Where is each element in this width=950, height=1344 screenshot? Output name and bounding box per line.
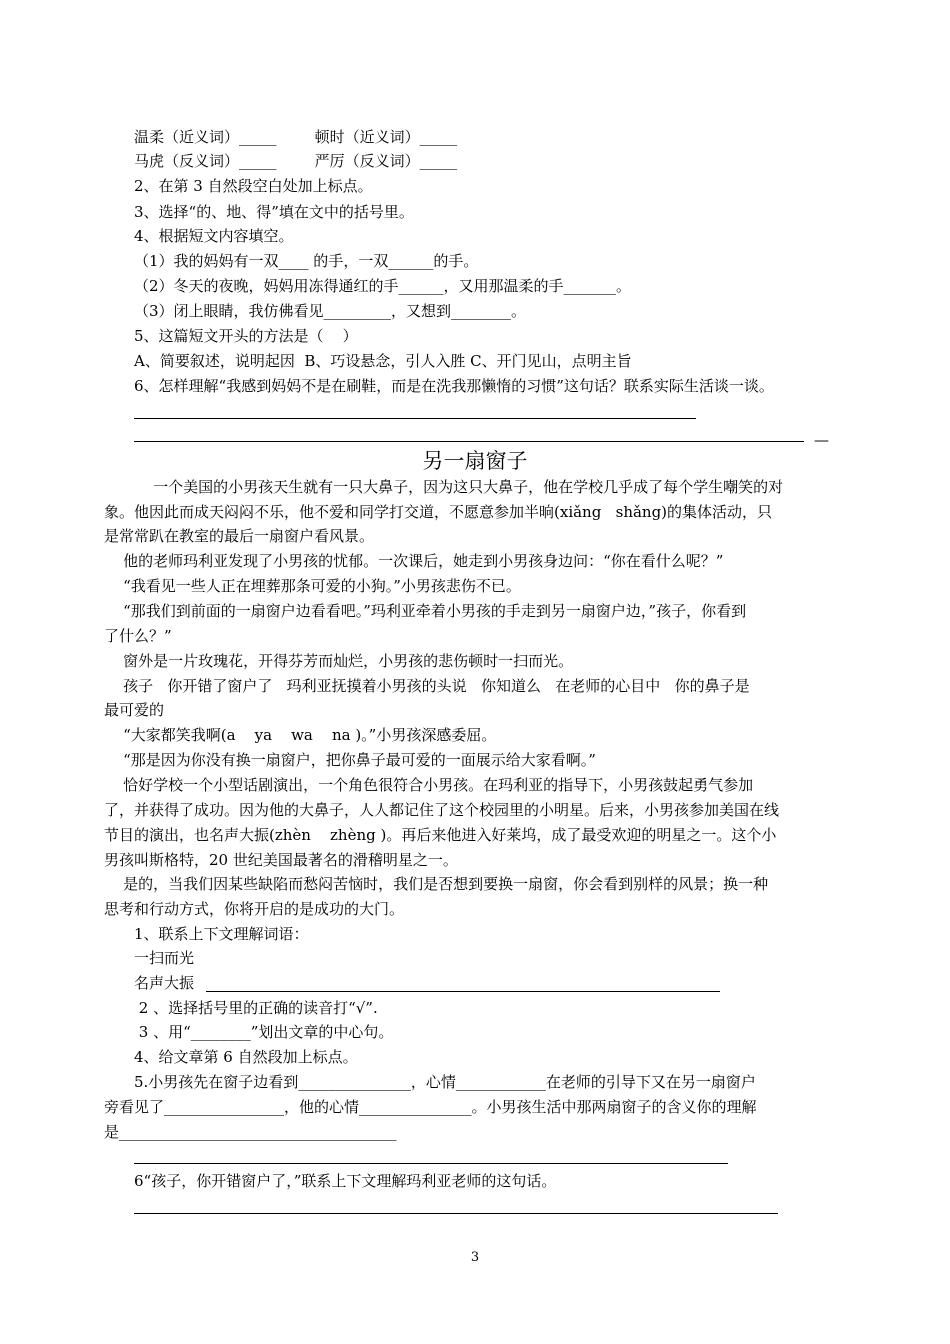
dash-mark: — (814, 431, 829, 449)
question-5-options: A、简要叙述，说明起因 B、巧设悬念，引人入胜 C、开门见山，点明主旨 (134, 352, 632, 370)
vocab-word-2: 名声大振 (134, 974, 195, 992)
article-title: 另一扇窗子 (422, 449, 528, 473)
article-line: “我看见一些人正在埋葬那条可爱的小狗。”小男孩悲伤不已。 (104, 577, 521, 595)
article-line: 孩子 你开错了窗户了 玛利亚抚摸着小男孩的头说 你知道么 在老师的心目中 你的鼻子是 (104, 677, 750, 695)
vocab-line-2: 马虎（反义词）_____ 严厉（反义词）_____ (134, 152, 458, 170)
answer-line (206, 991, 720, 992)
question-6-text: 6、怎样理解“我感到妈妈不是在刷鞋，而是在洗我那懒惰的习惯”这句话？联系实际生活谈一谈。 (134, 377, 774, 395)
article-line: 男孩叫斯格特，20 世纪美国最著名的滑稽明星之一。 (104, 851, 458, 869)
article-line: 象。他因此而成天闷闷不乐，他不爱和同学打交道，不愿意参加半晌(xiǎng shǎng)的集体活动，只 (104, 503, 773, 521)
article-line: 他的老师玛利亚发现了小男孩的忧郁。一次课后，她走到小男孩身边问：“你在看什么呢？” (104, 552, 724, 570)
question-5-line-2: 旁看见了________________，他的心情_______________。小男孩生活中那两扇窗子的含义你的理解 (104, 1098, 757, 1116)
question-2-text: 2 、选择括号里的正确的读音打“√”. (134, 999, 378, 1017)
question-4-1-text: （1）我的妈妈有一双____ 的手，一双______的手。 (134, 252, 479, 270)
article-line: 了什么？” (104, 627, 172, 645)
article-line: 窗外是一片玫瑰花，开得芬芳而灿烂，小男孩的悲伤顿时一扫而光。 (104, 652, 574, 670)
answer-line (134, 441, 804, 442)
question-2-text: 2、在第 3 自然段空白处加上标点。 (134, 177, 373, 195)
article-line: 节目的演出，也名声大振(zhèn zhèng )。再后来他进入好莱坞，成了最受欢迎的明星之一。这个小 (104, 826, 777, 844)
question-6-text: 6“孩子，你开错窗户了，”联系上下文理解玛利亚老师的这句话。 (134, 1172, 557, 1190)
vocab-word-1: 一扫而光 (134, 949, 195, 967)
question-4-text: 4、给文章第 6 自然段加上标点。 (134, 1048, 358, 1066)
question-4-3-text: （3）闭上眼睛，我仿佛看见_________，又想到________。 (134, 302, 527, 320)
question-4-text: 4、根据短文内容填空。 (134, 227, 294, 245)
question-1-text: 1、联系上下文理解词语： (134, 925, 309, 943)
article-line: 思考和行动方式，你将开启的是成功的大门。 (104, 900, 405, 918)
question-3-text: 3、选择“的、地、得”填在文中的括号里。 (134, 203, 414, 221)
article-line: “那是因为你没有换一扇窗户，把你鼻子最可爱的一面展示给大家看啊。” (104, 751, 596, 769)
answer-line (134, 1213, 778, 1214)
article-line: 恰好学校一个小型话剧演出，一个角色很符合小男孩。在玛利亚的指导下，小男孩鼓起勇气参加 (104, 776, 754, 794)
article-line: 了，并获得了成功。因为他的大鼻子，人人都记住了这个校园里的小明星。后来，小男孩参加美国在线 (104, 801, 780, 819)
answer-line (134, 418, 696, 419)
article-line: “大家都笑我啊(a ya wa na )。”小男孩深感委屈。 (104, 726, 497, 744)
article-line: 是的，当我们因某些缺陷而愁闷苦恼时，我们是否想到要换一扇窗，你会看到别样的风景；换一种 (104, 875, 769, 893)
article-line: 最可爱的 (104, 701, 165, 719)
question-5-text: 5、这篇短文开头的方法是（ ） (134, 327, 358, 345)
article-line: “那我们到前面的一扇窗户边看看吧。”玛利亚牵着小男孩的手走到另一扇窗户边，”孩子，你看到 (104, 602, 747, 620)
question-5-line-1: 5.小男孩先在窗子边看到_______________，心情____________在老师的引导下又在另一扇窗户 (134, 1073, 756, 1091)
answer-line (134, 1163, 728, 1164)
article-line: 是常常趴在教室的最后一扇窗户看风景。 (104, 527, 375, 545)
article-line: 一个美国的小男孩天生就有一只大鼻子，因为这只大鼻子，他在学校几乎成了每个学生嘲笑的对 (134, 478, 784, 496)
question-3-text: 3 、用“________”划出文章的中心句。 (134, 1023, 394, 1041)
vocab-line-1: 温柔（近义词）_____ 顿时（近义词）_____ (134, 128, 458, 146)
page-number: 3 (470, 1250, 480, 1265)
question-4-2-text: （2）冬天的夜晚，妈妈用冻得通红的手______，又用那温柔的手_______。 (134, 277, 632, 295)
question-5-line-3: 是_____________________________________ (104, 1123, 397, 1141)
